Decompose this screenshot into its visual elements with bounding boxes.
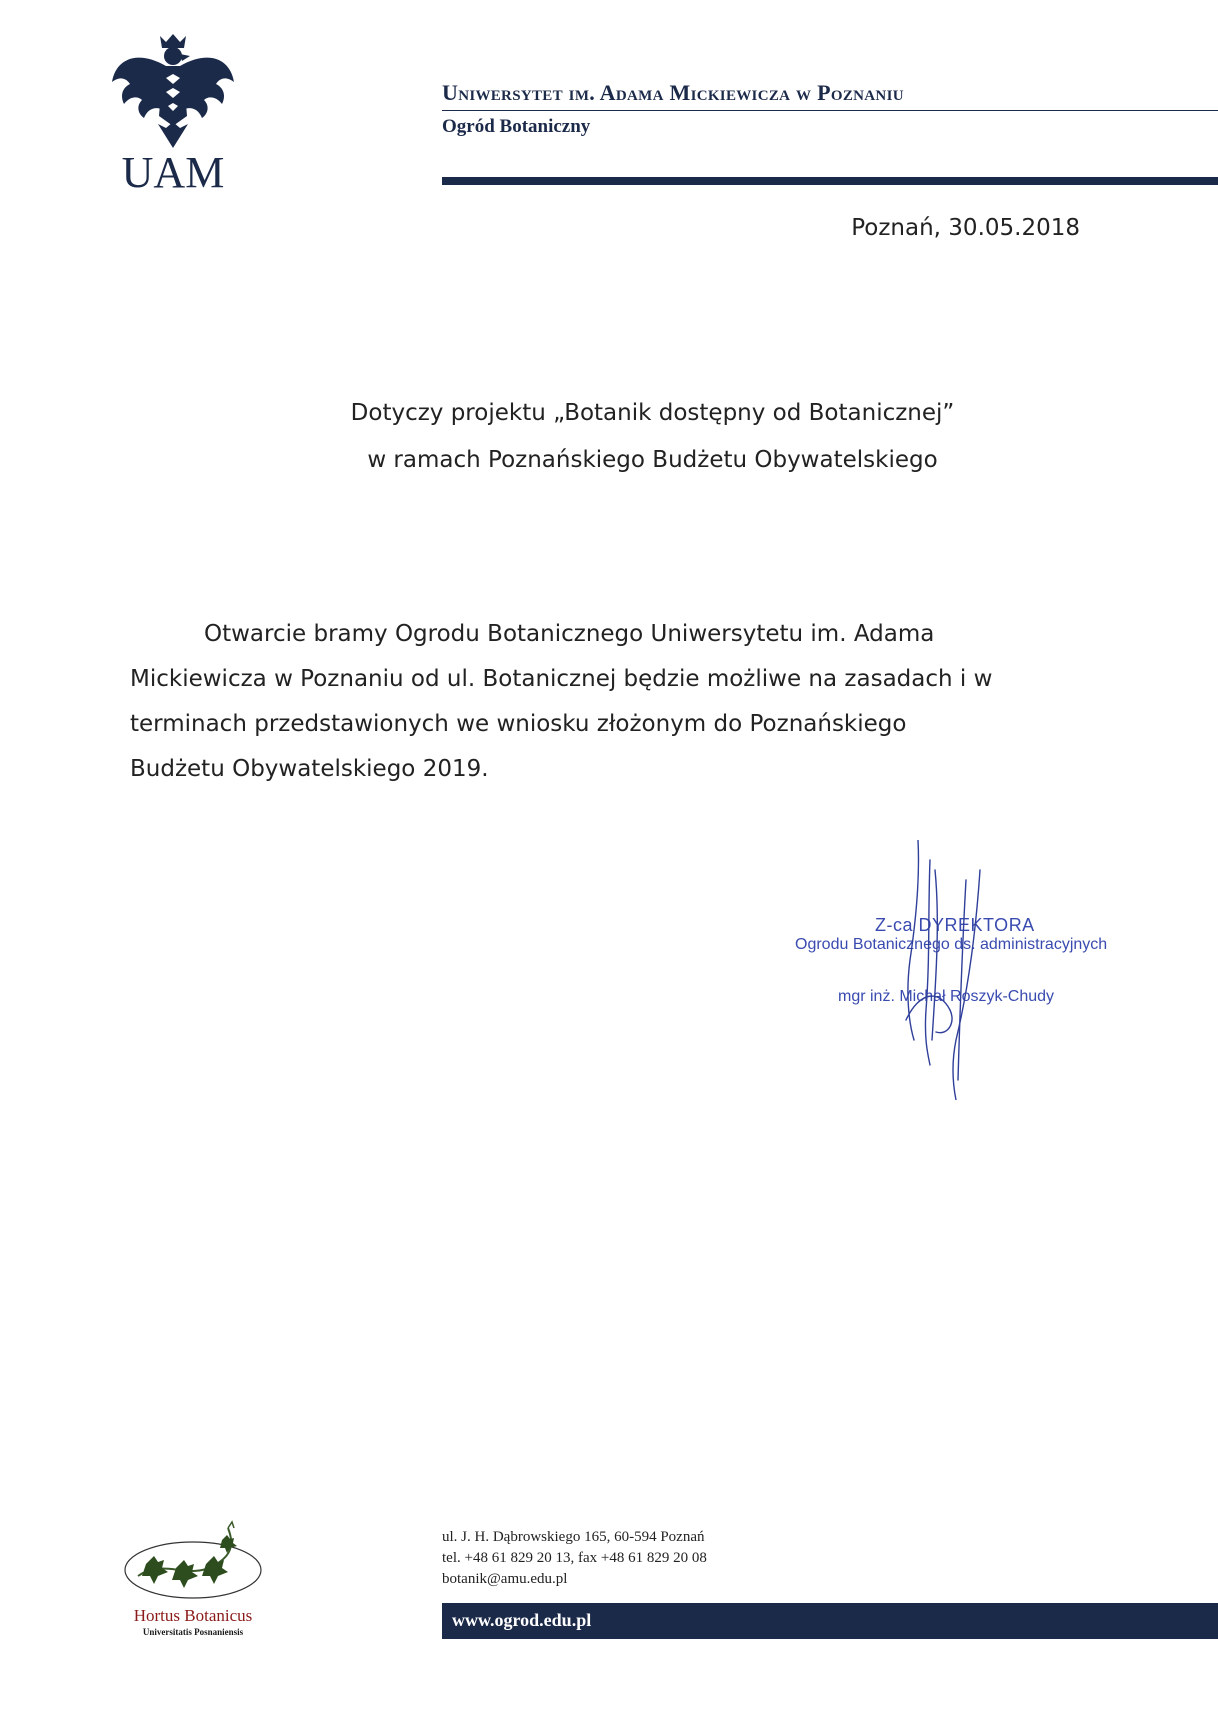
body-line: Mickiewicza w Poznaniu od ul. Botanicznej będzie możliwe na zasadach i w (130, 666, 993, 692)
stamp-title: Z-ca DYREKTORA (875, 915, 1035, 935)
letter-subject (130, 390, 1175, 484)
header-thick-rule (442, 177, 1218, 185)
letter-body (130, 612, 1090, 792)
header-thin-rule (442, 110, 1218, 111)
letter-date: Poznań, 30.05.2018 (851, 215, 1080, 241)
body-line: Budżetu Obywatelskiego 2019. (130, 756, 489, 782)
footer-bar (442, 1603, 1218, 1639)
footer-address-line: ul. J. H. Dąbrowskiego 165, 60-594 Poznań (442, 1529, 705, 1545)
hortus-logo-name: Hortus Botanicus (133, 1606, 253, 1625)
unit-name: Ogród Botaniczny (442, 116, 591, 137)
body-line: terminach przedstawionych we wniosku złożonym do Poznańskiego (130, 711, 907, 737)
stamp-person: mgr inż. Michał Roszyk-Chudy (838, 988, 1055, 1005)
uam-eagle-logo (108, 30, 238, 190)
stamp-unit: Ogrodu Botanicznego ds. administracyjnych (795, 936, 1108, 953)
hortus-logo-subtitle: Universitatis Posnaniensis (142, 1627, 244, 1637)
uam-logo-text: UAM (121, 148, 225, 190)
university-name: Uniwersytet im. Adama Mickiewicza w Poznaniu (442, 80, 904, 105)
footer-email[interactable]: botanik@amu.edu.pl (442, 1571, 568, 1587)
footer-contact-line: tel. +48 61 829 20 13, fax +48 61 829 20 08 (442, 1550, 707, 1566)
subject-line: Dotyczy projektu „Botanik dostępny od Botanicznej” (350, 400, 955, 426)
director-stamp (780, 900, 1160, 1100)
footer-address (442, 1527, 707, 1590)
handwritten-signature (780, 840, 1160, 1100)
subject-line: w ramach Poznańskiego Budżetu Obywatelskiego (367, 447, 938, 473)
hortus-botanicus-ivy-logo (118, 1518, 268, 1610)
footer-website-link[interactable]: www.ogrod.edu.pl (452, 1610, 592, 1630)
body-line: Otwarcie bramy Ogrodu Botanicznego Uniwersytetu im. Adama (204, 621, 935, 647)
